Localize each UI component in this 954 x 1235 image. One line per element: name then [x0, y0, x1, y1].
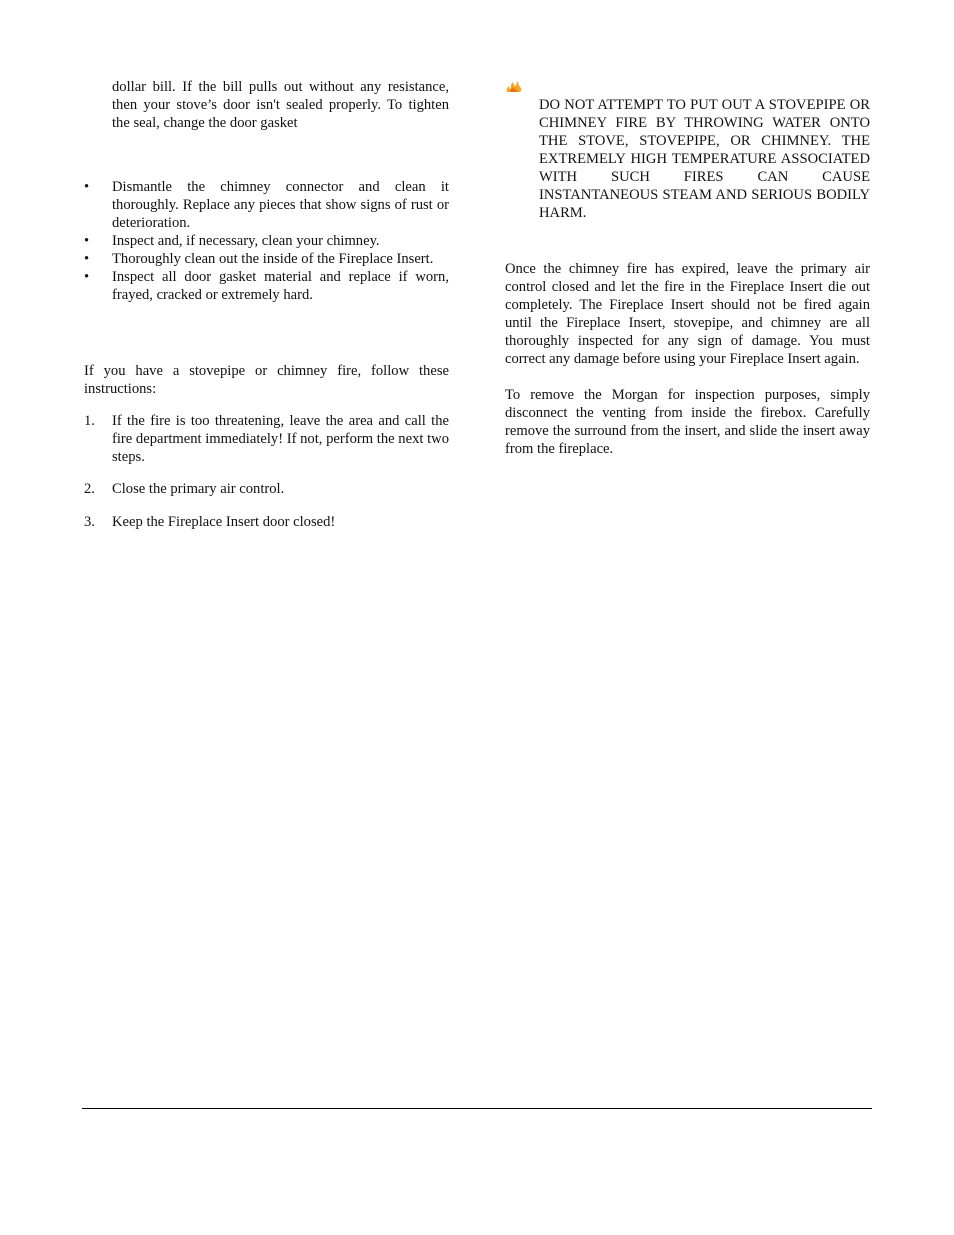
- step-number: 3.: [84, 514, 95, 530]
- list-item-text: Dismantle the chimney connector and clean it thoroughly. Replace any pieces that show signs of rust or deterioration.: [112, 179, 449, 231]
- list-item: [84, 480, 449, 498]
- fire-steps-list: [84, 412, 449, 531]
- step-number: 2.: [84, 481, 95, 497]
- list-item: [84, 250, 449, 268]
- list-item-text: Inspect all door gasket material and replace if worn, frayed, cracked or extremely hard.: [112, 269, 449, 303]
- step-text: If the fire is too threatening, leave the area and call the fire department immediately! If not, perform the next two steps.: [112, 413, 449, 465]
- list-item-text: Inspect and, if necessary, clean your chimney.: [112, 233, 380, 249]
- removal-paragraph: To remove the Morgan for inspection purposes, simply disconnect the venting from inside the firebox. Carefully remove the surround from the insert, and slide the insert away from the fireplace.: [505, 387, 870, 457]
- intro-paragraph: dollar bill. If the bill pulls out without any resistance, then your stove’s door isn't sealed properly. To tighten the seal, change the door gasket: [112, 79, 449, 131]
- after-fire-paragraph: Once the chimney fire has expired, leave the primary air control closed and let the fire in the Fireplace Insert die out completely. The Fireplace Insert should not be fired again until the Fireplace Insert, stovepipe, and chimney are all thoroughly inspected for any sign of damage. You must correct any damage before using your Fireplace Insert again.: [505, 261, 870, 367]
- list-item: [84, 513, 449, 531]
- maintenance-list: [84, 178, 449, 304]
- list-item-text: Thoroughly clean out the inside of the Fireplace Insert.: [112, 251, 434, 267]
- bullet-icon: •: [84, 251, 90, 267]
- right-column: [505, 78, 870, 458]
- warning-text: DO NOT ATTEMPT TO PUT OUT A STOVEPIPE OR CHIMNEY FIRE BY THROWING WATER ONTO THE STOVE, STOVEPIPE, OR CHIMNEY. THE EXTREMELY HIGH TEMPERATURE ASSOCIATED WITH SUCH FIRES CAN CAUSE INSTANTANEOUS STEAM AND SERIOUS BODILY HARM.: [539, 97, 870, 221]
- footer-rule: [82, 1108, 872, 1109]
- bullet-icon: •: [84, 233, 90, 249]
- left-column: [84, 78, 449, 531]
- flame-warning-icon: [505, 78, 523, 94]
- list-item: [84, 232, 449, 250]
- bullet-icon: •: [84, 269, 90, 285]
- list-item: [84, 268, 449, 304]
- step-text: Close the primary air control.: [112, 481, 285, 497]
- list-item: [84, 178, 449, 232]
- step-number: 1.: [84, 413, 95, 429]
- step-text: Keep the Fireplace Insert door closed!: [112, 514, 336, 530]
- warning-header: [505, 78, 870, 96]
- bullet-icon: •: [84, 179, 90, 195]
- fire-intro-paragraph: If you have a stovepipe or chimney fire, follow these instructions:: [84, 363, 449, 397]
- list-item: [84, 412, 449, 466]
